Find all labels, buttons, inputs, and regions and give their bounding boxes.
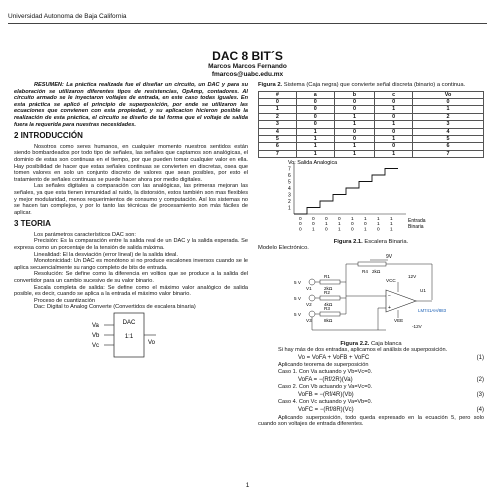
table-cell: 5 <box>413 136 484 143</box>
v2-name: V2 <box>306 302 312 308</box>
table-cell: 1 <box>296 136 334 143</box>
staircase-y-tick: 4 <box>288 186 291 193</box>
equation-1-body: Vo = VoFA + VoFB + VoFC <box>298 354 370 361</box>
table-cell: 0 <box>296 113 334 120</box>
intro-paragraph-2: Las señales digitales a comparación con las analógicas, las primeras mejoran las señales, ya que esta tienen inmunidad al ruido, la distorsión, estos también son mas flexibles y mejor modularidad, menos requerimientos de consumo y computación. Así los sistemas no se hacen tan complejos, y por lo tanto las técnicas de procesamiento son más fáciles de aplicar. <box>14 183 248 216</box>
table-cell: 0 <box>375 99 413 106</box>
staircase-bit-label: 1 <box>377 222 380 228</box>
staircase-bit-label: 0 <box>312 217 315 223</box>
u1-label: U1 <box>420 288 426 294</box>
v3-value: 5 V <box>294 312 301 318</box>
table-cell: 0 <box>259 99 297 106</box>
staircase-y-tick: 3 <box>288 192 291 199</box>
table-cell: 1 <box>375 150 413 157</box>
case-4-line: Caso 4. Con Vc actuando y Va=Vb=0. <box>278 399 373 406</box>
table-cell: 0 <box>334 99 375 106</box>
r2-label: R2 <box>324 290 330 296</box>
table-cell: 0 <box>334 136 375 143</box>
supply-9v-label: 9V <box>386 254 393 261</box>
page-number: 1 <box>245 482 250 489</box>
r4-value: 2kΩ <box>372 269 381 275</box>
table-cell: 7 <box>259 150 297 157</box>
r3-value: 8kΩ <box>324 318 333 324</box>
theory-line: Resolución: Se define como la diferencia en voltios que se produce a la salida del convertidor para un cambio sucesivo de su valor binario. <box>14 271 248 285</box>
electronic-model-label: Modelo Electrónico. <box>258 245 309 252</box>
column-header: c <box>375 91 413 98</box>
binary-staircase-figure <box>258 158 484 238</box>
staircase-bit-label: 0 <box>351 222 354 228</box>
theory-line: Linealidad: El la desviación (error lineal) de la salida ideal. <box>34 251 178 258</box>
staircase-y-label: Vo: Salida Analogica <box>288 160 338 167</box>
staircase-bit-label: 0 <box>364 222 367 228</box>
fig21-caption-text: Escalera Binaria. <box>364 238 409 245</box>
table-cell: 1 <box>296 150 334 157</box>
r2-resistor <box>320 296 340 300</box>
equation-3-body: VoFB = −(Rf/4R)(Vb) <box>298 391 354 398</box>
staircase-bit-label: 1 <box>377 217 380 223</box>
staircase-bit-label: 1 <box>390 222 393 228</box>
table-cell: 1 <box>334 113 375 120</box>
table-cell: 6 <box>413 143 484 150</box>
r1-resistor <box>320 280 340 284</box>
minus-12v-label: -12V <box>412 324 422 330</box>
staircase-bit-label: 1 <box>364 217 367 223</box>
equation-4 <box>258 407 484 414</box>
superposition-conclusion: Aplicando superposición, todo queda expresado en la ecuación 5, pero solo cuando son voltajes de entrada diferentes. <box>258 414 484 428</box>
v2-source <box>309 295 315 301</box>
table-row <box>259 106 484 113</box>
author-name: Marcos Marcos Fernando <box>208 63 287 70</box>
opamp-part: LM741AH/883 <box>418 308 447 314</box>
fig2-caption-label: Figura 2. <box>258 82 283 88</box>
table-cell: 3 <box>259 121 297 128</box>
theory-heading: 3 TEORIA <box>14 219 51 229</box>
case-1-line: Caso 1. Con Va actuando y Vb=Vc=0. <box>278 369 373 375</box>
staircase-line <box>294 169 398 215</box>
author-email: fmarcos@uabc.edu.mx <box>211 71 284 78</box>
staircase-bit-label: 1 <box>364 227 367 233</box>
table-cell: 1 <box>296 128 334 135</box>
table-cell: 5 <box>259 136 297 143</box>
equation-1-number: (1) <box>476 354 484 361</box>
table-row <box>259 128 484 135</box>
header-rule <box>8 23 487 24</box>
r4-label: R4 <box>362 269 368 275</box>
dac-output-vo: Vo <box>148 340 156 346</box>
table-cell: 0 <box>375 128 413 135</box>
table-cell: 2 <box>413 113 484 120</box>
dac-box-label: DAC <box>122 320 136 326</box>
table-cell: 0 <box>296 99 334 106</box>
left-column <box>14 82 248 364</box>
vcc-label: VCC <box>386 278 396 284</box>
table-cell: 4 <box>259 128 297 135</box>
vee-label: VEE <box>394 318 404 324</box>
staircase-axis-label: Binaria <box>408 224 424 231</box>
abstract-label: RESUMEN: <box>34 82 64 88</box>
table-cell: 4 <box>413 128 484 135</box>
dac-input-va: Va <box>92 323 99 329</box>
table-cell: 1 <box>375 106 413 113</box>
r1-label: R1 <box>324 274 330 280</box>
staircase-bit-label: 0 <box>351 227 354 233</box>
staircase-bit-label: 1 <box>390 227 393 233</box>
dac-input-vb: Vb <box>92 333 100 339</box>
table-cell: 1 <box>375 136 413 143</box>
staircase-bit-label: 1 <box>390 217 393 223</box>
binary-truth-table <box>258 91 484 159</box>
table-cell: 0 <box>413 99 484 106</box>
superposition-line: Aplicando teorema de superposición <box>278 362 369 369</box>
staircase-bit-label: 1 <box>312 227 315 233</box>
table-cell: 7 <box>413 150 484 157</box>
table-row <box>259 136 484 143</box>
staircase-bit-label: 0 <box>338 217 341 223</box>
staircase-bit-label: 0 <box>312 222 315 228</box>
r2-value: 4kΩ <box>324 302 333 308</box>
staircase-axis-label: Entrada <box>408 218 426 225</box>
v1-name: V1 <box>306 286 312 292</box>
equation-3 <box>258 392 484 399</box>
staircase-bit-label: 0 <box>299 217 302 223</box>
superposition-intro: Si hay más de dos entradas, aplicamos el análisis de superposición. <box>278 347 448 354</box>
equation-4-number: (4) <box>476 406 484 413</box>
fig2-caption-text: Sistema (Caja negra) que convierte señal discreta (binario) a continua. <box>283 82 466 88</box>
table-cell: 1 <box>296 143 334 150</box>
staircase-bit-label: 1 <box>338 227 341 233</box>
table-cell: 1 <box>334 150 375 157</box>
table-row <box>259 143 484 150</box>
fig21-caption-label: Figura 2.1. <box>333 238 363 245</box>
staircase-bit-label: 0 <box>377 227 380 233</box>
table-cell: 0 <box>334 106 375 113</box>
r1-value: 2kΩ <box>324 286 333 292</box>
table-row <box>259 150 484 157</box>
abstract <box>14 82 248 128</box>
staircase-bit-label: 0 <box>299 222 302 228</box>
theory-line: Dac: Digital to Analog Converte (Convertidos de escalera binaria) <box>34 304 196 311</box>
paper-title: DAC 8 BIT´S <box>212 49 283 63</box>
table-cell: 1 <box>259 106 297 113</box>
staircase-bit-label: 1 <box>351 217 354 223</box>
theory-line: Escala completa de salida: Se define como el máximo valor analógico de salida posible, es decir, cuando se aplica a la entrada el máximo valor binario. <box>14 284 248 298</box>
table-cell: 1 <box>413 106 484 113</box>
theory-line: Proceso de cuantización <box>34 297 95 304</box>
column-header: Vo <box>413 91 484 98</box>
column-header: # <box>259 91 297 98</box>
table-cell: 0 <box>296 121 334 128</box>
staircase-y-tick: 2 <box>288 199 291 206</box>
table-cell: 0 <box>334 128 375 135</box>
table-cell: 1 <box>375 121 413 128</box>
intro-paragraph-1: Nosotros como seres humanos, en cualquier momento nuestros sentidos están siendo bombardeados por todo tipo de señales, las señales que captamos son analógicas, el dominio de estas son continuas en el tiempo, por que pueden tomar cualquier valor en ella. Hay posibilidad de hacer que estas señales continuas se convierten en discretas, osea que tomen valores en solo un conjunto discreto de valores que sean posibles, por esto el tratamiento de señales continuas se puede hacer ahora por medio digitales. <box>14 143 248 183</box>
fig22-caption <box>258 341 484 348</box>
equation-3-number: (3) <box>476 391 484 398</box>
staircase-bit-label: 0 <box>325 217 328 223</box>
staircase-y-tick: 7 <box>288 166 291 173</box>
staircase-bit-label: 0 <box>299 227 302 233</box>
dac-block-diagram <box>14 311 248 361</box>
column-header: b <box>334 91 375 98</box>
equation-1 <box>258 355 484 362</box>
v1-source <box>309 279 315 285</box>
intro-heading: 2 INTRODUCCIÓN <box>14 131 83 141</box>
v3-name: V3 <box>306 318 312 324</box>
table-cell: 3 <box>413 121 484 128</box>
opamp-plus: + <box>388 305 391 312</box>
fig2-caption <box>258 82 484 89</box>
fig22-caption-text: Caja blanca <box>371 340 402 347</box>
staircase-bit-label: 1 <box>338 222 341 228</box>
equation-2-body: VoFA = −(Rf/2R)(Va) <box>298 376 353 383</box>
running-header: Universidad Autonoma de Baja California <box>8 13 127 20</box>
table-cell: 0 <box>375 143 413 150</box>
fig21-caption <box>258 239 484 246</box>
theory-line: Los parámetros característicos DAC son: <box>34 231 136 238</box>
dac-box-ratio: 1:1 <box>124 334 134 340</box>
plus-12v-label: 12V <box>408 274 417 280</box>
table-cell: 2 <box>259 113 297 120</box>
equation-2-number: (2) <box>476 376 484 383</box>
staircase-bit-label: 0 <box>325 227 328 233</box>
v2-value: 5 V <box>294 296 301 302</box>
equation-2 <box>258 377 484 384</box>
dac-circuit-schematic <box>258 252 484 338</box>
fig22-caption-label: Figura 2.2. <box>340 340 370 347</box>
table-cell: 0 <box>375 113 413 120</box>
staircase-y-tick: 1 <box>288 205 291 212</box>
table-row <box>259 113 484 120</box>
table-cell: 1 <box>334 121 375 128</box>
table-row <box>259 99 484 106</box>
table-cell: 6 <box>259 143 297 150</box>
staircase-y-tick: 5 <box>288 179 291 186</box>
case-2-line: Caso 2. Con Vb actuando y Va=Vc=0. <box>278 384 373 391</box>
theory-line: Monotonicidad: Un DAC es monótono si no produce escalones inversos cuando se le aplica secuencialmente su rango completo de bits de entrada. <box>14 258 248 271</box>
theory-line: Precisión: Es la comparación entre la salida real de un DAC y la salida esperada. Se expresa como un porcentaje de la tensión de salida máxima. <box>14 238 248 252</box>
column-header: a <box>296 91 334 98</box>
equation-4-body: VoFC = −(Rf/8R)(Vc) <box>298 406 354 413</box>
v1-value: 5 V <box>294 280 301 286</box>
dac-input-vc: Vc <box>92 343 100 349</box>
r3-resistor <box>320 312 340 316</box>
table-row <box>259 121 484 128</box>
staircase-y-tick: 6 <box>288 173 291 180</box>
abstract-text: La práctica realizada fue el diseñar un circuito, un DAC y para su elaboración se utilizaron diferentes tipos de resistencias, OpAmp, contadores. Al circuito armado se le inyectaron voltajes de entrada, en este caso todas iguales. En esta práctica se aplicó el principio de superposición, por ende se utilizaron las ecuaciones que convienen con esta propiedad, y su aplicacion hicieron posible la realización de esta práctica, el circuito se diseño de tal forma que el voltaje de salida fuera la requerida para nuestras necesidades. <box>14 82 249 128</box>
r3-label: R3 <box>324 306 330 312</box>
right-column <box>258 82 484 428</box>
staircase-bit-label: 1 <box>325 222 328 228</box>
table-header-row <box>259 91 484 98</box>
r4-resistor <box>358 262 386 266</box>
table-cell: 0 <box>296 106 334 113</box>
opamp-minus: − <box>388 293 391 300</box>
v3-source <box>309 311 315 317</box>
table-cell: 1 <box>334 143 375 150</box>
